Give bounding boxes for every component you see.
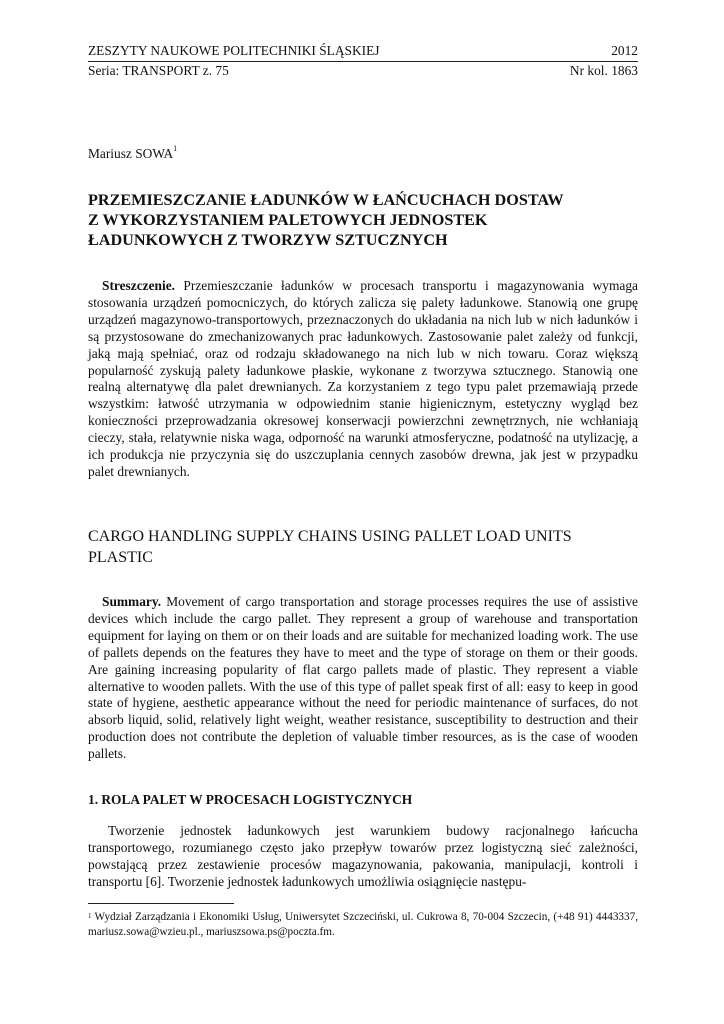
title-line: CARGO HANDLING SUPPLY CHAINS USING PALLET LOAD UNITS	[88, 528, 572, 545]
title-line: Z WYKORZYSTANIEM PALETOWYCH JEDNOSTEK	[88, 211, 488, 229]
abstract-en	[88, 594, 638, 763]
author-footnote-mark: 1	[173, 144, 178, 153]
journal-name: ZESZYTY NAUKOWE POLITECHNIKI ŚLĄSKIEJ	[88, 43, 380, 58]
abstract-pl-text: Przemieszczanie ładunków w procesach transportu i magazynowania wymaga stosowania urządzeń pomocniczych, do których zalicza się palety ładunkowe. Stanowią one grupę urządzeń magazynowo-transportowych, przeznaczonych do układania na nich lub w nich ładunków i są przystosowane do zmechanizowanych prac ładunkowych. Zastosowanie palet zależy od funkcji, jaką mają spełniać, oraz od rodzaju składowanego na nich lub w nich towaru. Coraz większą popularność zyskują palety ładunkowe płaskie, wykonane z tworzywa sztucznego. Stanowią one realną alternatywę dla palet drewnianych. Za korzystaniem z tego typu palet przemawiają przede wszystkim: łatwość utrzymania w odpowiednim stanie higienicznym, estetyczny wygląd bez konieczności przeprowadzania okresowej konserwacji powierzchni zewnętrznych, nie wchłaniają cieczy, stała, relatywnie niska waga, odporność na warunki atmosferyczne, podatność na utylizację, a ich produkcja nie przyczynia się do uszczuplania cennych zasobów drewna, jak jest w przypadku palet drewnianych.	[88, 278, 638, 479]
footnote	[88, 910, 638, 939]
paper-title-pl	[88, 190, 638, 250]
issue-number: Nr kol. 1863	[569, 63, 638, 78]
running-header-top	[88, 42, 638, 60]
title-line: ŁADUNKOWYCH Z TWORZYW SZTUCZNYCH	[88, 231, 448, 249]
abstract-en-label: Summary.	[102, 594, 162, 609]
title-line: PRZEMIESZCZANIE ŁADUNKÓW W ŁAŃCUCHACH DOSTAW	[88, 191, 564, 209]
series-label: Seria: TRANSPORT z. 75	[88, 63, 229, 78]
footnote-rule	[88, 903, 234, 904]
title-line: PLASTIC	[88, 549, 153, 566]
abstract-pl-label: Streszczenie.	[102, 278, 175, 293]
footnote-text: Wydział Zarządzania i Ekonomiki Usług, Uniwersytet Szczeciński, ul. Cukrowa 8, 70-004 Szczecin, (+48 91) 4443337, mariusz.sowa@wzieu.pl., mariuszsowa.ps@poczta.fm.	[88, 911, 638, 938]
footnote-mark: 1	[88, 912, 92, 920]
author-line	[88, 146, 177, 162]
journal-year: 2012	[611, 43, 638, 58]
abstract-en-text: Movement of cargo transportation and storage processes requires the use of assistive devices which include the cargo pallet. They represent a group of warehouse and transportation equipment for laying on them or on their loads and are suitable for mechanized loading work. The use of pallets depends on the features they have to meet and the type of storage on them or their goods. Are gaining increasing popularity of flat cargo pallets made of plastic. They represent a viable alternative to wooden pallets. With the use of this type of pallet speak first of all: easy to keep in good state of hygiene, aesthetic appearance without the need for periodic maintenance of surfaces, do not absorb liquid, solid, relatively light weight, weather resistance, susceptibility to destruction and their production does not contribute the depletion of valuable timber resources, as is the case of wooden pallets.	[88, 594, 638, 762]
paper-title-en	[88, 526, 638, 568]
running-header-bottom	[88, 62, 638, 80]
author-name: Mariusz SOWA	[88, 146, 174, 161]
abstract-pl	[88, 278, 638, 481]
section-body: Tworzenie jednostek ładunkowych jest warunkiem budowy racjonalnego łańcucha transportowego, rozumianego często jako przepływ towarów przez logistyczną sieć zależności, powstającą przez zestawienie procesów magazynowania, pakowania, manipulacji, kontroli i transportu [6]. Tworzenie jednostek ładunkowych umożliwia osiągnięcie następu-	[88, 823, 638, 889]
section-heading: 1. ROLA PALET W PROCESACH LOGISTYCZNYCH	[88, 792, 413, 807]
